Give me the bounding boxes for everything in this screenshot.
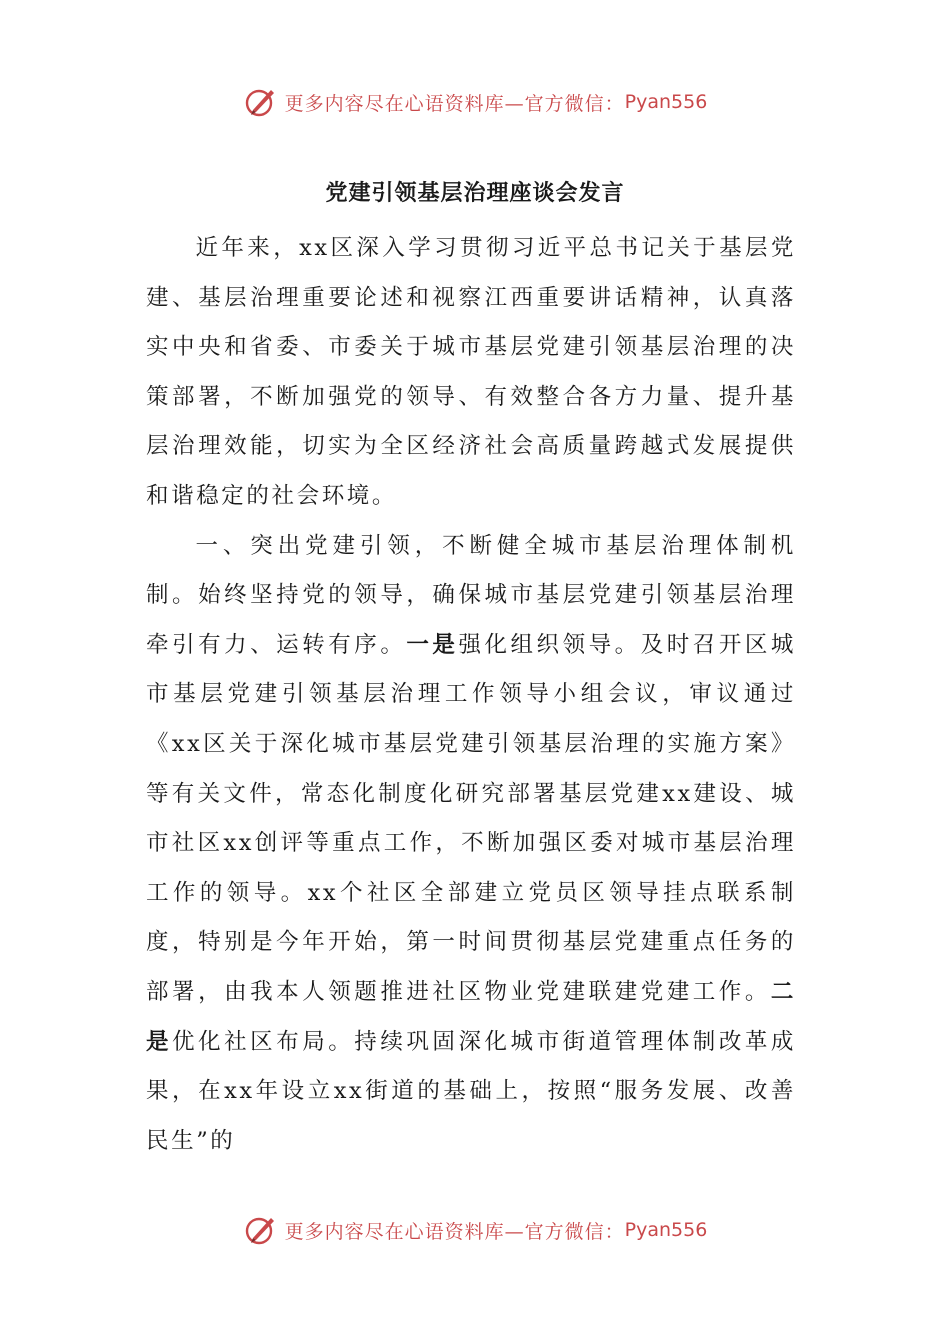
watermark-wechat-id: Pyan556 bbox=[624, 91, 708, 113]
paragraph-section-one bbox=[146, 522, 796, 1167]
section-one-lead: 一、突出党建引领，不断健全城市基层治理体制机制。始终坚持党的领导，确保城市基层党建引领基层治理牵引有力、运转有序。 bbox=[146, 532, 796, 658]
point-two-label: 二是 bbox=[146, 978, 796, 1055]
pen-circle-logo-icon bbox=[243, 1212, 279, 1248]
watermark-banner-top bbox=[0, 82, 950, 122]
watermark-text: 更多内容尽在心语资料库—官方微信： bbox=[284, 92, 625, 115]
document-body bbox=[146, 224, 796, 1166]
watermark-wechat-id: Pyan556 bbox=[624, 1219, 708, 1241]
point-one-text: 强化组织领导。及时召开区城市基层党建引领基层治理工作领导小组会议，审议通过《xx区关于深化城市基层党建引领基层治理的实施方案》等有关文件，常态化制度化研究部署基层党建xx建设、城市社区xx创评等重点工作，不断加强区委对城市基层治理工作的领导。xx个社区全部建立党员区领导挂点联系制度，特别是今年开始，第一时间贯彻基层党建重点任务的部署，由我本人领题推进社区物业党建联建党建工作。 bbox=[146, 631, 796, 1005]
point-one-label: 一是 bbox=[406, 631, 459, 658]
watermark-banner-bottom bbox=[0, 1210, 950, 1250]
pen-circle-logo-icon bbox=[243, 84, 279, 120]
paragraph-intro: 近年来，xx区深入学习贯彻习近平总书记关于基层党建、基层治理重要论述和视察江西重要讲话精神，认真落实中央和省委、市委关于城市基层党建引领基层治理的决策部署，不断加强党的领导、有效整合各方力量、提升基层治理效能，切实为全区经济社会高质量跨越式发展提供和谐稳定的社会环境。 bbox=[146, 235, 796, 509]
point-two-text: 优化社区布局。持续巩固深化城市街道管理体制改革成果，在xx年设立xx街道的基础上，按照“服务发展、改善民生”的 bbox=[146, 1028, 796, 1154]
document-title: 党建引领基层治理座谈会发言 bbox=[325, 180, 625, 206]
watermark-text: 更多内容尽在心语资料库—官方微信： bbox=[284, 1220, 625, 1243]
